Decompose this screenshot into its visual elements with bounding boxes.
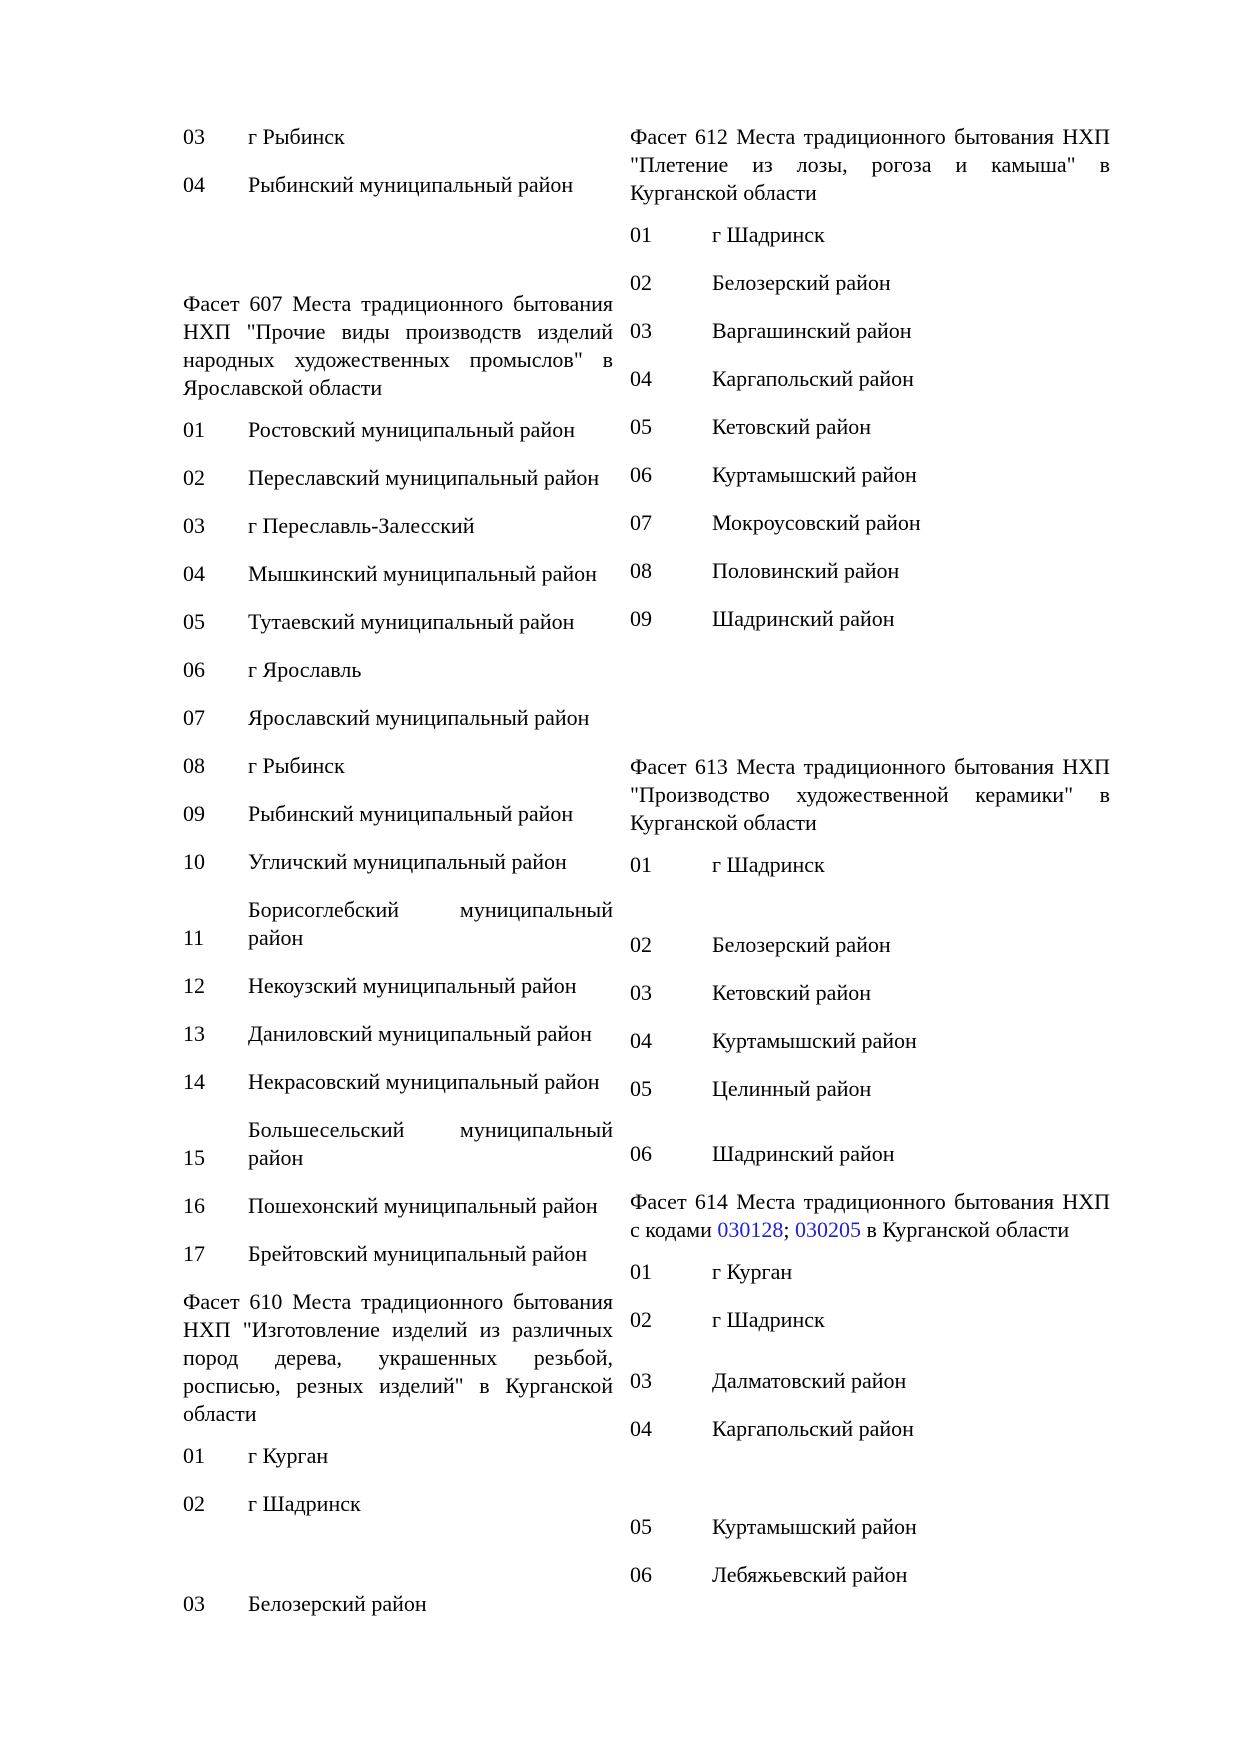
item-label: Каргапольский район [712,1416,914,1441]
list-item [183,608,613,636]
list-item [183,464,613,492]
item-label: г Шадринск [712,852,825,877]
item-label: Белозерский район [712,932,891,957]
item-label: Кетовский район [712,414,871,439]
item-code: 01 [630,852,652,877]
item-label: г Ярославль [248,657,362,682]
item-label: Далматовский район [712,1368,907,1393]
item-label: Рыбинский муниципальный район [248,172,574,197]
list-item [183,896,613,952]
list-item [630,979,1110,1007]
list-item [183,1240,613,1268]
list-item [630,1415,1110,1443]
item-code: 02 [630,932,652,957]
item-code: 02 [183,1491,205,1516]
list-item [630,461,1110,489]
list-item [183,1490,613,1518]
item-code: 03 [183,513,205,538]
facet-title-text: Фасет 610 Места традиционного бытования НХП "Изготовление изделий из различных пород дерева, украшенных резьбой, росписью, резных изделий" в Курганской области [183,1289,613,1426]
list-item [183,1442,613,1470]
item-label: Шадринский район [712,1141,895,1166]
list-item [630,1140,1110,1168]
item-label: Брейтовский муниципальный район [248,1241,588,1266]
item-label: Ярославский муниципальный район [248,705,590,730]
list-item [183,752,613,780]
left-column [183,123,613,1638]
item-label: Кетовский район [712,980,871,1005]
item-code: 05 [183,609,205,634]
item-label: г Шадринск [248,1491,361,1516]
list-item [183,171,613,199]
item-code: 06 [630,1562,652,1587]
item-code: 01 [630,222,652,247]
item-label: Тутаевский муниципальный район [248,609,575,634]
item-label: Куртамышский район [712,462,917,487]
item-code: 05 [630,1076,652,1101]
item-code: 02 [630,1307,652,1332]
list-item [630,1561,1110,1589]
item-code: 05 [630,414,652,439]
list-item [630,1258,1110,1286]
item-label: Каргапольский район [712,366,914,391]
item-label: г Шадринск [712,1307,825,1332]
item-code: 08 [183,753,205,778]
facet-title-text: ; [783,1217,795,1242]
list-item [630,509,1110,537]
item-label-line2: район [248,925,304,950]
item-code: 03 [183,124,205,149]
list-item [183,416,613,444]
item-label: Лебяжьевский район [712,1562,908,1587]
facet-title [630,753,1110,837]
list-item [183,1590,613,1618]
item-label: г Шадринск [712,222,825,247]
item-code: 04 [183,561,205,586]
item-label: Переславский муниципальный район [248,465,600,490]
item-code: 01 [183,1443,205,1468]
item-label [248,1116,613,1172]
item-code: 06 [183,657,205,682]
item-label: Рыбинский муниципальный район [248,801,574,826]
item-code: 17 [183,1241,205,1266]
facet-title-text: Фасет 612 Места традиционного бытования НХП "Плетение из лозы, рогоза и камыша" в Курганской области [630,124,1110,205]
list-item [630,413,1110,441]
list-item [630,1075,1110,1103]
list-item [630,557,1110,585]
item-code: 16 [183,1193,205,1218]
nhp-code-link[interactable]: 030205 [794,1217,861,1242]
list-item [630,1306,1110,1334]
item-label: Некрасовский муниципальный район [248,1069,600,1094]
nhp-code-link[interactable]: 030128 [717,1217,784,1242]
facet-title [630,123,1110,207]
item-label: Куртамышский район [712,1514,917,1539]
item-code: 06 [630,1141,652,1166]
list-item [630,851,1110,879]
facet-614-section [630,1188,1110,1589]
item-label: Некоузский муниципальный район [248,973,577,998]
item-code: 11 [183,925,205,950]
item-code: 10 [183,849,205,874]
item-code: 08 [630,558,652,583]
item-label: Угличский муниципальный район [248,849,567,874]
list-item [183,1192,613,1220]
list-item [183,800,613,828]
item-code: 12 [183,973,205,998]
item-code: 04 [630,1028,652,1053]
item-code: 01 [183,417,205,442]
item-label: г Курган [248,1443,329,1468]
item-code: 03 [630,1368,652,1393]
list-item [630,1367,1110,1395]
facet-610-section [183,1288,613,1618]
item-code: 04 [183,172,205,197]
item-code: 13 [183,1021,205,1046]
item-label: Половинский район [712,558,900,583]
item-code: 04 [630,1416,652,1441]
right-column [630,123,1110,1609]
item-label: г Переславль-Залесский [248,513,475,538]
item-code: 04 [630,366,652,391]
item-label-line2: район [248,1145,304,1170]
item-code: 09 [630,606,652,631]
item-code: 09 [183,801,205,826]
facet-612-section [630,123,1110,633]
list-item [183,848,613,876]
facet-title-text: Фасет 614 Места традиционного бытования НХП с кодами [630,1189,1110,1242]
item-code: 01 [630,1259,652,1284]
facet-613-section [630,753,1110,1168]
facet-title-text: Фасет 613 Места традиционного бытования НХП "Производство художественной керамики" в Курганской области [630,754,1110,835]
facet-title [630,1188,1110,1244]
list-item [630,317,1110,345]
item-code: 02 [183,465,205,490]
item-code: 03 [630,318,652,343]
item-label: Пошехонский муниципальный район [248,1193,598,1218]
item-code: 06 [630,462,652,487]
item-label: Белозерский район [712,270,891,295]
list-item [183,1020,613,1048]
item-code: 05 [630,1514,652,1539]
list-item [183,656,613,684]
item-label: Белозерский район [248,1591,427,1616]
item-code: 15 [183,1145,205,1170]
list-item [630,1027,1110,1055]
list-item [183,512,613,540]
item-label-line1: Борисоглебский муниципальный [248,897,613,922]
item-label [248,896,613,952]
list-item [183,123,613,151]
item-label: Даниловский муниципальный район [248,1021,592,1046]
item-code: 03 [183,1591,205,1616]
item-label: г Курган [712,1259,793,1284]
item-label: Варгашинский район [712,318,912,343]
list-item [183,972,613,1000]
item-code: 14 [183,1069,205,1094]
facet-title [183,1288,613,1428]
item-code: 03 [630,980,652,1005]
list-item [630,931,1110,959]
item-label: Ростовский муниципальный район [248,417,575,442]
item-label: Целинный район [712,1076,872,1101]
facet-title [183,290,613,402]
item-label: Куртамышский район [712,1028,917,1053]
list-item [630,221,1110,249]
list-item [630,1513,1110,1541]
continued-list-top-section [183,123,613,199]
item-label: г Рыбинск [248,124,345,149]
facet-title-text: в Курганской области [860,1217,1070,1242]
list-item [183,560,613,588]
item-code: 07 [630,510,652,535]
list-item [183,704,613,732]
item-code: 07 [183,705,205,730]
list-item [183,1116,613,1172]
facet-607-section [183,290,613,1268]
list-item [630,605,1110,633]
item-label: Мокроусовский район [712,510,921,535]
item-label: г Рыбинск [248,753,345,778]
item-label: Мышкинский муниципальный район [248,561,597,586]
facet-title-text: Фасет 607 Места традиционного бытования НХП "Прочие виды производств изделий народных художественных промыслов" в Ярославской области [183,291,613,400]
list-item [630,365,1110,393]
list-item [630,269,1110,297]
item-label-line1: Большесельский муниципальный [248,1117,613,1142]
list-item [183,1068,613,1096]
item-label: Шадринский район [712,606,895,631]
item-code: 02 [630,270,652,295]
